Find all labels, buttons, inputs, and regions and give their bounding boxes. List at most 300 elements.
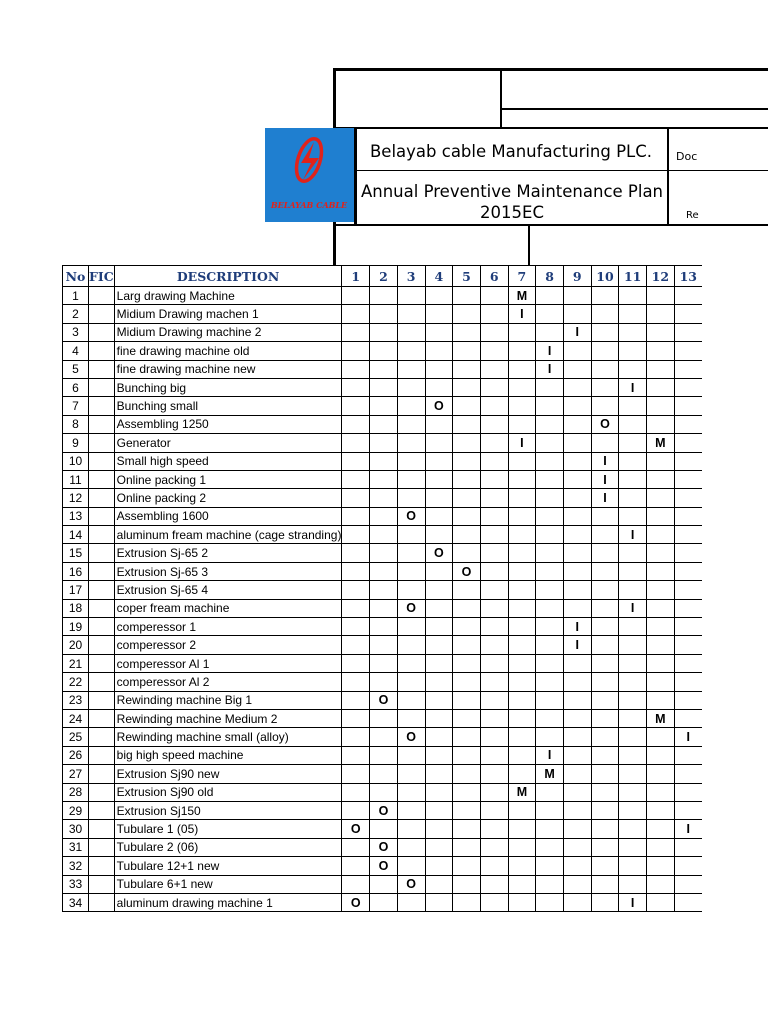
month-cell	[563, 801, 591, 819]
row-description	[114, 434, 342, 452]
month-cell	[370, 673, 398, 691]
month-cell: I	[563, 636, 591, 654]
table-row	[63, 562, 702, 580]
month-cell	[342, 470, 370, 488]
row-number: 6	[63, 378, 89, 396]
month-cell	[536, 893, 564, 911]
month-cell	[453, 489, 481, 507]
row-fic	[89, 415, 115, 433]
month-cell	[480, 287, 508, 305]
table-row	[63, 544, 702, 562]
row-fic	[89, 654, 115, 672]
month-cell	[480, 893, 508, 911]
month-cell	[674, 507, 702, 525]
row-fic	[89, 783, 115, 801]
month-cell	[619, 581, 647, 599]
table-row	[63, 526, 702, 544]
month-cell	[508, 360, 536, 378]
month-cell: O	[425, 397, 453, 415]
month-cell: I	[563, 618, 591, 636]
row-fic	[89, 636, 115, 654]
column-header-month: 7	[508, 266, 536, 287]
month-cell	[536, 287, 564, 305]
month-cell	[591, 360, 619, 378]
frame-row-line	[336, 127, 768, 129]
month-cell	[563, 305, 591, 323]
month-cell	[674, 709, 702, 727]
row-description	[114, 801, 342, 819]
row-number: 25	[63, 728, 89, 746]
month-cell	[536, 434, 564, 452]
month-cell	[591, 709, 619, 727]
month-cell	[647, 562, 675, 580]
month-cell	[508, 893, 536, 911]
month-cell	[508, 618, 536, 636]
month-cell: O	[370, 801, 398, 819]
month-cell	[536, 599, 564, 617]
month-cell	[674, 801, 702, 819]
month-cell	[674, 875, 702, 893]
month-cell	[591, 838, 619, 856]
row-description-text: Extrusion Sj90 new	[116, 766, 220, 781]
month-cell	[480, 801, 508, 819]
month-cell	[425, 470, 453, 488]
month-cell	[342, 709, 370, 727]
month-cell	[647, 618, 675, 636]
month-cell	[453, 581, 481, 599]
row-description-text: fine drawing machine old	[116, 343, 250, 358]
month-cell	[453, 415, 481, 433]
row-fic	[89, 581, 115, 599]
row-number: 30	[63, 820, 89, 838]
month-cell: O	[397, 728, 425, 746]
table-row	[63, 305, 702, 323]
table-row	[63, 801, 702, 819]
table-row	[63, 397, 702, 415]
month-cell	[370, 875, 398, 893]
month-cell	[647, 323, 675, 341]
plan-title-line2: 2015EC	[480, 203, 544, 222]
month-cell	[370, 287, 398, 305]
frame-row-line	[500, 108, 768, 110]
month-cell	[480, 875, 508, 893]
month-cell	[480, 599, 508, 617]
row-number: 26	[63, 746, 89, 764]
frame-row-line	[354, 170, 768, 171]
month-cell: O	[397, 599, 425, 617]
month-cell	[563, 709, 591, 727]
month-cell	[619, 618, 647, 636]
month-cell	[370, 599, 398, 617]
month-cell	[342, 746, 370, 764]
row-number: 23	[63, 691, 89, 709]
month-cell	[647, 838, 675, 856]
table-row	[63, 654, 702, 672]
row-description-text: aluminum drawing machine 1	[116, 895, 273, 910]
row-fic	[89, 470, 115, 488]
row-description	[114, 618, 342, 636]
month-cell	[397, 452, 425, 470]
month-cell: I	[508, 305, 536, 323]
row-fic	[89, 452, 115, 470]
month-cell	[563, 857, 591, 875]
month-cell	[674, 434, 702, 452]
month-cell	[563, 838, 591, 856]
month-cell	[591, 654, 619, 672]
row-number: 8	[63, 415, 89, 433]
row-fic	[89, 875, 115, 893]
month-cell	[397, 618, 425, 636]
month-cell: I	[508, 434, 536, 452]
row-description-text: Online packing 1	[116, 472, 207, 487]
month-cell	[508, 378, 536, 396]
month-cell	[647, 452, 675, 470]
table-row	[63, 287, 702, 305]
row-description-text: Rewinding machine small (alloy)	[116, 730, 289, 745]
plan-title-line1: Annual Preventive Maintenance Plan	[360, 182, 664, 201]
month-cell	[563, 599, 591, 617]
month-cell	[453, 618, 481, 636]
month-cell	[536, 728, 564, 746]
frame-divider-line	[528, 225, 530, 265]
month-cell	[591, 562, 619, 580]
month-cell	[674, 562, 702, 580]
row-description-text: Extrusion Sj-65 3	[116, 564, 209, 579]
month-cell	[425, 654, 453, 672]
row-description	[114, 875, 342, 893]
month-cell	[508, 599, 536, 617]
month-cell	[370, 434, 398, 452]
company-logo	[265, 128, 354, 222]
month-cell	[619, 765, 647, 783]
month-cell	[674, 765, 702, 783]
month-cell	[480, 654, 508, 672]
row-description-text: Tubulare 2 (06)	[116, 840, 199, 855]
column-header-month: 5	[453, 266, 481, 287]
month-cell	[536, 526, 564, 544]
month-cell	[342, 636, 370, 654]
month-cell	[480, 728, 508, 746]
row-description-text: Extrusion Sj-65 2	[116, 546, 209, 561]
month-cell	[425, 801, 453, 819]
month-cell	[647, 526, 675, 544]
month-cell: I	[674, 820, 702, 838]
month-cell	[536, 709, 564, 727]
month-cell	[453, 801, 481, 819]
month-cell	[619, 342, 647, 360]
month-cell	[591, 342, 619, 360]
month-cell	[647, 287, 675, 305]
row-fic	[89, 360, 115, 378]
month-cell	[647, 654, 675, 672]
month-cell	[591, 581, 619, 599]
month-cell	[674, 544, 702, 562]
row-number: 12	[63, 489, 89, 507]
month-cell	[619, 470, 647, 488]
month-cell	[563, 581, 591, 599]
row-fic	[89, 397, 115, 415]
month-cell	[536, 857, 564, 875]
month-cell	[453, 838, 481, 856]
month-cell	[425, 636, 453, 654]
month-cell	[591, 691, 619, 709]
plan-title	[357, 181, 667, 223]
month-cell	[619, 820, 647, 838]
month-cell	[397, 342, 425, 360]
month-cell	[397, 544, 425, 562]
month-cell	[591, 801, 619, 819]
month-cell	[370, 618, 398, 636]
row-description-text: Assembling 1250	[116, 417, 209, 432]
row-number: 21	[63, 654, 89, 672]
month-cell	[619, 415, 647, 433]
row-number: 28	[63, 783, 89, 801]
row-description	[114, 415, 342, 433]
month-cell	[342, 434, 370, 452]
month-cell	[453, 287, 481, 305]
month-cell	[370, 360, 398, 378]
month-cell	[425, 378, 453, 396]
month-cell	[342, 581, 370, 599]
month-cell: M	[536, 765, 564, 783]
month-cell	[425, 581, 453, 599]
month-cell	[563, 654, 591, 672]
table-row	[63, 875, 702, 893]
column-header-month: 10	[591, 266, 619, 287]
month-cell	[480, 857, 508, 875]
month-cell	[342, 452, 370, 470]
month-cell	[536, 489, 564, 507]
month-cell	[397, 323, 425, 341]
row-description	[114, 470, 342, 488]
row-description	[114, 305, 342, 323]
month-cell	[342, 562, 370, 580]
month-cell	[563, 342, 591, 360]
month-cell	[453, 728, 481, 746]
row-description	[114, 507, 342, 525]
row-description	[114, 544, 342, 562]
month-cell	[536, 452, 564, 470]
month-cell	[674, 323, 702, 341]
month-cell	[370, 378, 398, 396]
month-cell	[674, 581, 702, 599]
month-cell	[536, 820, 564, 838]
month-cell	[619, 654, 647, 672]
month-cell: O	[425, 544, 453, 562]
month-cell	[397, 838, 425, 856]
row-fic	[89, 489, 115, 507]
row-description	[114, 820, 342, 838]
month-cell	[397, 562, 425, 580]
month-cell	[619, 636, 647, 654]
month-cell	[647, 673, 675, 691]
month-cell	[619, 544, 647, 562]
month-cell	[674, 691, 702, 709]
month-cell	[425, 489, 453, 507]
month-cell	[563, 728, 591, 746]
month-cell	[508, 838, 536, 856]
month-cell	[480, 562, 508, 580]
month-cell	[674, 378, 702, 396]
month-cell	[480, 746, 508, 764]
month-cell	[647, 746, 675, 764]
month-cell	[591, 434, 619, 452]
row-description-text: Assembling 1600	[116, 509, 209, 524]
row-fic	[89, 893, 115, 911]
month-cell	[370, 820, 398, 838]
month-cell	[453, 342, 481, 360]
month-cell: O	[370, 838, 398, 856]
row-description	[114, 746, 342, 764]
row-description-text: aluminum fream machine (cage stranding)	[116, 527, 342, 542]
month-cell	[508, 470, 536, 488]
month-cell	[397, 360, 425, 378]
month-cell	[647, 378, 675, 396]
month-cell	[453, 875, 481, 893]
table-header-row	[63, 266, 702, 287]
month-cell	[508, 323, 536, 341]
month-cell	[591, 544, 619, 562]
month-cell	[425, 415, 453, 433]
frame-top-line	[333, 68, 768, 71]
table-row	[63, 470, 702, 488]
row-fic	[89, 691, 115, 709]
row-description	[114, 636, 342, 654]
month-cell	[397, 709, 425, 727]
month-cell	[425, 875, 453, 893]
table-row	[63, 378, 702, 396]
row-description-text: Midium Drawing machen 1	[116, 307, 259, 322]
month-cell	[591, 378, 619, 396]
row-number: 20	[63, 636, 89, 654]
month-cell	[674, 415, 702, 433]
month-cell	[453, 599, 481, 617]
month-cell	[508, 857, 536, 875]
column-header-month: 1	[342, 266, 370, 287]
table-row	[63, 691, 702, 709]
month-cell	[508, 507, 536, 525]
month-cell	[397, 434, 425, 452]
row-fic	[89, 746, 115, 764]
month-cell	[397, 654, 425, 672]
month-cell	[619, 305, 647, 323]
month-cell	[370, 654, 398, 672]
month-cell	[536, 378, 564, 396]
month-cell	[674, 746, 702, 764]
month-cell: O	[453, 562, 481, 580]
month-cell	[536, 618, 564, 636]
month-cell	[425, 783, 453, 801]
row-number: 1	[63, 287, 89, 305]
month-cell: O	[370, 691, 398, 709]
row-description	[114, 526, 342, 544]
month-cell	[370, 544, 398, 562]
month-cell	[563, 893, 591, 911]
month-cell	[508, 415, 536, 433]
column-header-month: 8	[536, 266, 564, 287]
row-description-text: Tubulare 1 (05)	[116, 822, 199, 837]
month-cell	[397, 801, 425, 819]
row-fic	[89, 305, 115, 323]
row-description-text: Rewinding machine Big 1	[116, 693, 253, 708]
row-description-text: comperessor 1	[116, 619, 197, 634]
month-cell	[563, 434, 591, 452]
month-cell	[425, 599, 453, 617]
row-fic	[89, 709, 115, 727]
month-cell	[425, 728, 453, 746]
month-cell	[619, 875, 647, 893]
row-description	[114, 709, 342, 727]
month-cell	[480, 378, 508, 396]
month-cell: I	[563, 323, 591, 341]
month-cell	[370, 415, 398, 433]
row-description	[114, 489, 342, 507]
month-cell	[591, 783, 619, 801]
month-cell	[674, 636, 702, 654]
month-cell	[453, 636, 481, 654]
logo-text: BELAYAB CABLE	[270, 200, 348, 210]
month-cell	[342, 342, 370, 360]
maintenance-plan-table	[62, 265, 702, 912]
month-cell	[647, 691, 675, 709]
month-cell	[480, 470, 508, 488]
month-cell	[480, 765, 508, 783]
month-cell	[342, 360, 370, 378]
month-cell	[536, 544, 564, 562]
month-cell	[674, 526, 702, 544]
row-description	[114, 581, 342, 599]
month-cell	[425, 287, 453, 305]
frame-row-line	[333, 224, 768, 226]
month-cell: I	[619, 599, 647, 617]
row-fic	[89, 287, 115, 305]
month-cell	[619, 728, 647, 746]
row-description	[114, 323, 342, 341]
month-cell	[619, 452, 647, 470]
month-cell	[563, 470, 591, 488]
row-fic	[89, 562, 115, 580]
row-description-text: Online packing 2	[116, 490, 207, 505]
month-cell	[480, 305, 508, 323]
month-cell	[342, 489, 370, 507]
month-cell	[342, 765, 370, 783]
month-cell	[591, 820, 619, 838]
month-cell	[453, 765, 481, 783]
month-cell	[480, 709, 508, 727]
row-fic	[89, 342, 115, 360]
row-description	[114, 287, 342, 305]
row-description-text: Tubulare 12+1 new	[116, 858, 220, 873]
row-number: 31	[63, 838, 89, 856]
month-cell	[397, 415, 425, 433]
month-cell	[508, 709, 536, 727]
row-number: 17	[63, 581, 89, 599]
month-cell	[342, 783, 370, 801]
month-cell: M	[508, 783, 536, 801]
row-description-text: fine drawing machine new	[116, 362, 256, 377]
month-cell: I	[674, 728, 702, 746]
row-number: 2	[63, 305, 89, 323]
month-cell	[563, 526, 591, 544]
month-cell: M	[647, 434, 675, 452]
row-fic	[89, 618, 115, 636]
month-cell	[508, 691, 536, 709]
month-cell	[480, 636, 508, 654]
month-cell	[453, 397, 481, 415]
row-description	[114, 691, 342, 709]
month-cell	[425, 746, 453, 764]
month-cell: O	[370, 857, 398, 875]
